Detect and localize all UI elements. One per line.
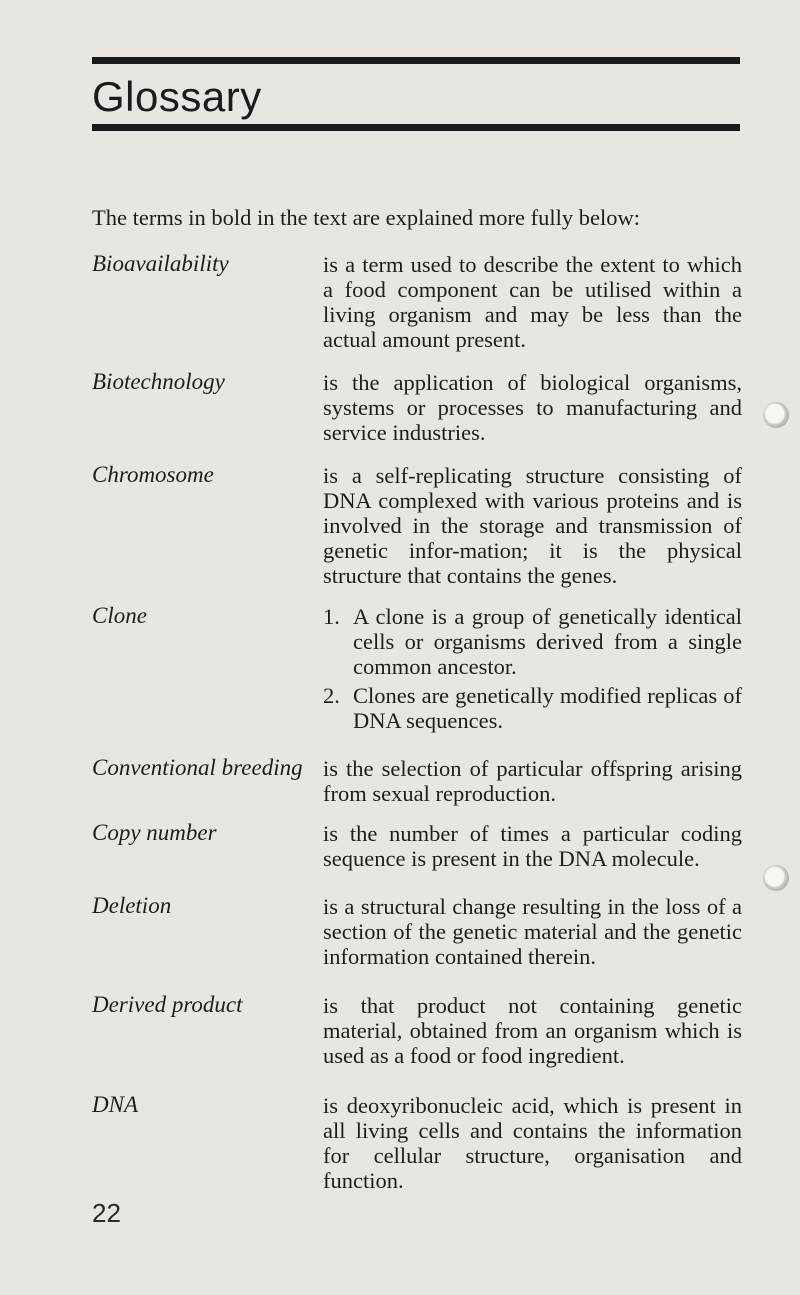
glossary-definition: is deoxyribonucleic acid, which is present in all living cells and contains the information for cellular structure, organisation and function. xyxy=(323,1093,742,1193)
glossary-definition: is that product not containing genetic material, obtained from an organism which is used as a food or food ingredient. xyxy=(323,993,742,1068)
glossary-definition: is a structural change resulting in the loss of a section of the genetic material and the genetic information contained therein. xyxy=(323,894,742,969)
header-rule-bottom xyxy=(92,124,740,131)
item-number: 1. xyxy=(323,604,340,629)
glossary-term: Chromosome xyxy=(92,462,214,487)
page-title: Glossary xyxy=(92,73,262,120)
item-text: Clones are genetically modified replicas of DNA sequences. xyxy=(353,683,742,733)
page-number: 22 xyxy=(92,1198,121,1228)
item-text: A clone is a group of genetically identical cells or organisms derived from a single common ancestor. xyxy=(353,604,742,679)
glossary-term: Derived product xyxy=(92,992,243,1017)
punch-hole xyxy=(763,865,789,891)
glossary-term: DNA xyxy=(92,1092,138,1117)
glossary-definition: is a term used to describe the extent to which a food component can be utilised within a living organism and may be less than the actual amount present. xyxy=(323,252,742,352)
glossary-term: Deletion xyxy=(92,893,172,918)
glossary-definition: is the selection of particular offspring arising from sexual reproduction. xyxy=(323,756,742,806)
glossary-term: Conventional breeding xyxy=(92,755,303,780)
intro-text: The terms in bold in the text are explained more fully below: xyxy=(92,205,640,230)
glossary-term: Biotechnology xyxy=(92,369,225,394)
glossary-term: Copy number xyxy=(92,820,217,845)
numbered-definition xyxy=(323,683,742,733)
header-rule-top xyxy=(92,57,740,64)
glossary-definition: is the application of biological organisms, systems or processes to manufacturing and service industries. xyxy=(323,370,742,445)
glossary-definition: is a self-replicating structure consisting of DNA complexed with various proteins and is involved in the storage and transmission of genetic infor-mation; it is the physical structure that contains the genes. xyxy=(323,463,742,588)
glossary-term: Bioavailability xyxy=(92,251,229,276)
glossary-term: Clone xyxy=(92,603,147,628)
punch-hole xyxy=(763,402,789,428)
item-number: 2. xyxy=(323,683,340,708)
glossary-definition: is the number of times a particular coding sequence is present in the DNA molecule. xyxy=(323,821,742,871)
numbered-definition xyxy=(323,604,742,679)
